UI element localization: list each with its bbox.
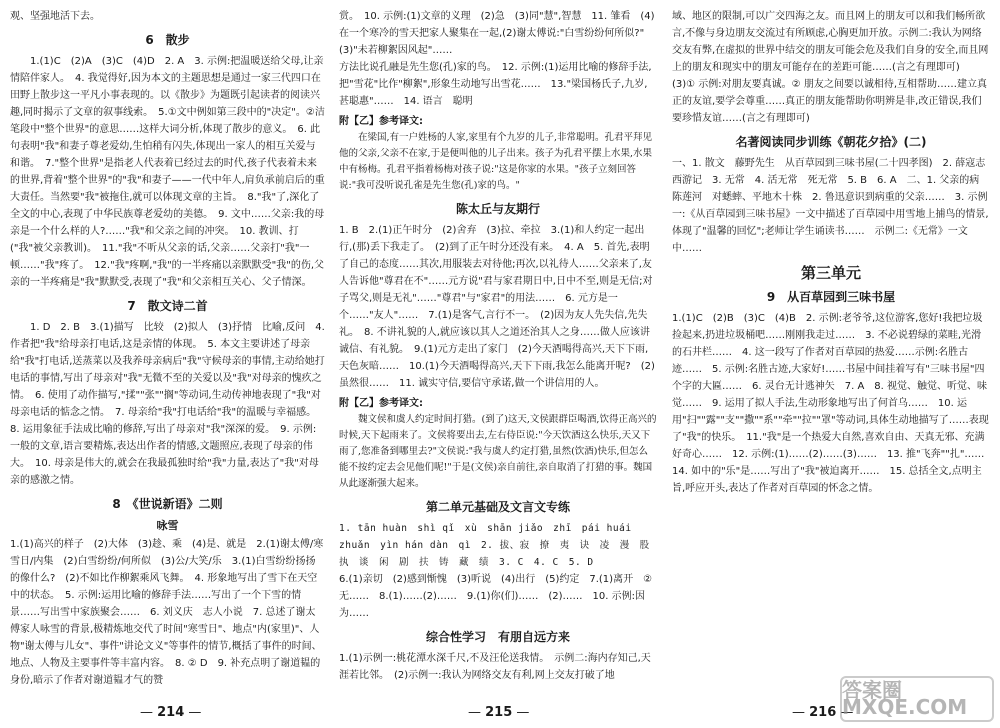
classic-reading-title: 名著阅读同步训练《朝花夕拾》(二) xyxy=(735,135,927,149)
section-8-title: 8 《世说新语》二则 xyxy=(112,497,223,511)
section-6-answers: 1.(1)C (2)A (3)C (4)D 2. A 3. 示例:把温暖送给父母,让亲情陪伴家人。 4. 我觉得好,因为本文的主题思想是通过一家三代四口在田野上散步这一平凡小事表现的。以《散步》为题既引起读者的阅读兴趣,同时揭示了文章的叙事线索。 5.①文中例如第三段中的"决定"。②洁笔段中"整个世界"的意思……这样大词分析,体现了散步的意义。 6. 此句表明"我"和妻子尊老爱幼,生怕稍有闪失,体现出一家人的相互关爱与和谐。 7."整个世界"是指老人代表着已经过去的时代,孩子代表着未来的世界,背着"整个世界"的"我"和妻子——一代中年人,肩负承前启后的重大责任。当然要"我"被拖住,就可以体现文章的主旨。 8."我"了,深化了全文的中心,表现了中华民族尊老爱幼的美德。 9. 文中……父亲:我的母亲是一个什么样的人?……"我"和父亲之间的冲突。 10. 教训、打("我"被父亲教训)。 11."我"不听从父亲的话,父亲……父亲打"我"一顿……"我"疼了。 12."我"疼啊,"我"的一半疼痛以亲默默受"我"的伤,父亲的一半疼痛是"我"默默受,表现了"我"和父亲相互关心、父子情深。 xyxy=(10,56,325,288)
watermark-logo: 答案圈 MXQE.COM xyxy=(840,676,994,722)
col2-answers-a: 方法比说孔融是先生您(孔)家的鸟。 12. 示例:(1)运用比喻的修辞手法,把"雪花"比作"柳絮",形象生动地写出雪花…… 13."梁国杨氏子,九岁,甚聪惠"…… 14. 语言 聪明 xyxy=(339,62,652,107)
unit-3-title: 第三单元 xyxy=(800,264,861,282)
page-number-right: — 216 — xyxy=(792,704,853,721)
section-9-title: 9 从百草园到三味书屋 xyxy=(766,290,896,304)
section-7-answers: 1. D 2. B 3.(1)描写 比较 (2)拟人 (3)抒情 比喻,反问 4. 作者把"我"给母亲打电话,这是亲情的体现。 5. 本文主要讲述了母亲给"我"打电话,送蒸菜以及我养母亲病后"我"守候母亲的事情,主动给她打电话的事情,写出了母亲对"我"无微不至的关爱以及"我"对母亲的愧疚之情。 6. 使用了动作描写,"揉""张""搁"等动词,生动传神地表现了"我"对母亲电话的惦念之情。 7. 母亲给"我"打电话给"我"的温暖与幸福感。 8. 运用象征手法成比喻的修辞,写出了母亲对"我"深深的爱。 9. 示例:一般的文章,语言要精炼,表达出作者的情感,文题照应,表现了母亲的伟大。 10. 母亲是伟大的,就会在我最孤独时给"我"力量,表达了"我"对母亲的感激之情。 xyxy=(10,322,325,486)
comprehensive-study-answers: 1.(1)示例一:桃花潭水深千尺,不及汪伦送我情。 示例二:海内存知己,天涯若比邻。 (2)示例一:我认为网络交友有利,网上交友打破了地 xyxy=(339,653,651,681)
section-6-title: 6 散步 xyxy=(145,33,190,47)
section-9-answers: 1.(1)C (2)B (3)C (4)B 2. 示例:老爷爷,这位游客,您好!我把垃圾捡起来,扔进垃圾桶吧……刚刚我走过…… 3. 不必说碧绿的菜畦,光滑的石井栏…… 4. 这一段写了作者对百草园的热爱……示例:名胜古迹…… 5. 示例:名胜古迹,大家好!……书屋中间挂着写有"三味书屋"四个字的大匾…… 6. 灵台无计逃神矢 7. A 8. 视觉、触觉、听觉、味觉…… 9. 运用了拟人手法,生动形象地写出了何首乌…… 10. 运用"扫""露""支""撒""系""牵""拉""罩"等动词,具体生动地描写了……表现了"我"的快乐。 11."我"是一个热爱大自然,喜欢自由、天真无邪、充满好奇心…… 12. 示例:(1)……(2)……(3)…… 13. 推"飞奔""扎"…… 14. 如中的"乐"是……写出了"我"被迫离开…… 15. 总括全文,点明主旨,呼应开头,表达了作者对百草园的怀念之情。 xyxy=(672,313,995,494)
unit-practice-answers: 6.(1)亲切 (2)感到惭愧 (3)听说 (4)出行 (5)约定 7.(1)离开 ②无…… 8.(1)……(2)…… 9.(1)你(们)…… (2)…… 10. 示例:因为…… xyxy=(339,574,653,619)
section-8-answers: 1.(1)高兴的样子 (2)大体 (3)趁、乘 (4)是、就是 2.(1)谢太傅/寒雪日/内集 (2)白雪纷纷/何所似 (3)公/大笑/乐 3.(1)白雪纷纷扬扬的像什么? (2)不如比作柳絮乘风飞舞。 4. 形象地写出了雪下在天空中的状态。 5. 示例:运用比喻的修辞手法……写出了一个下雪的情景……写出雪中家族聚会…… 6. 刘义庆 志人小说 7. 总述了谢太傅家人咏雪的背景,极精炼地交代了时间"寒雪日"、地点"内(家里)"、人物"谢太傅与儿女"、事件"讲论文义"等事件的情节,概括了事件的时间、地点、人物及主要事件等丰富内容。 8. ② D 9. 补充点明了谢道韫的身份,暗示了作者对谢道韫才气的赞 xyxy=(10,539,324,686)
reference-translation-label-2: 附【乙】参考译文: xyxy=(339,398,423,409)
comprehensive-study-title: 综合性学习 有朋自远方来 xyxy=(425,630,570,644)
unit-practice-title: 第二单元基础及文言文专练 xyxy=(425,500,570,514)
classic-reading-answers: 一、1. 散文 藤野先生 从百草园到三味书屋(二十四孝图) 2. 薛寇志 西游记 3. 无常 4. 活无常 死无常 5. B 6. A 二、1. 父亲的病 陈莲河 对蟋蟀、平地木十株 2. 鲁迅意识到病重的父亲…… 3. 示例一:《从百草园到三味书屋》一文中描述了百草园中用雪地上捕鸟的情景,体现了"温馨的回忆";老师让学生诵读书…… 示例二:《无常》一文中…… xyxy=(672,158,996,254)
page-number-left: — 214 — xyxy=(140,704,201,721)
reference-translation-2: 魏文侯和虞人约定时间打猎。(到了)这天,文侯跟群臣喝酒,饮得正高兴的时候,天下起雨来了。文侯将要出去,左右侍臣说:"今天饮酒这么快乐,天又下雨了,您准备到哪里去?"文侯说:"我与虞人约定打猎,虽然(饮酒)快乐,但怎么能不按约定去会见他们呢!"于是(文侯)亲自前往,亲自取消了打猎的事。魏国从此逐渐强大起来。 xyxy=(339,414,657,489)
col3-intro: 域、地区的限制,可以广交四海之友。而且网上的朋友可以和我们畅所欲言,不像与身边朋友交流过有所顾虑,心胸更加开放。示例二:我认为网络交友有弊,在虚拟的世界中结交的朋友可能会危及我们自身的安全,而且网上的朋友和现实中的朋友可能存在的差距可能……(言之有理即可) (3)① 示例:对朋友要真诚。② 朋友之间要以诚相待,互相帮助……建立真正的友谊,要学会尊重……真正的朋友能帮助你明辨是非,改正错误,我们要珍惜友谊……(言之有理即可) xyxy=(672,11,989,124)
section-8-subtitle: 咏雪 xyxy=(156,519,179,532)
pinyin-answers: 1. tān huàn shì qǐ xù shān jiǎo zhī pái huái zhuǎn yìn hán dàn qì 2. 拔、寂 撩 夷 诀 凌 漫 股 执 谈 闲 剧 扶 铸 藏 绩 3. C 4. C 5. D xyxy=(339,523,660,568)
section-chen-answers: 1. B 2.(1)正午时分 (2)舍弃 (3)拉、牵拉 3.(1)和人约定一起出行,(那)丢下我走了。 (2)到了正午时分还没有来。 4. A 5. 首先,表明了自己的态度……其次,用服装去对待他;再次,以礼待人……父亲来了,友人告诉他"尊君在不"……元方说"君与家君期日中,日中不至,则是无信;对子骂父,则是无礼"……"尊君"与"家君"的用法…… 6. 元方是一个……"友人"…… 7.(1)是客气,言行不一。 (2)因为友人先失信,先失礼。 8. 不讲礼貌的人,就应该以其人之道还治其人之身……做人应该讲诚信、有礼貌。 9.(1)元方走出了家门 (2)今天酒喝得高兴,天下下雨,天色灰暗…… 10.(1)今天酒喝得高兴,天下下雨,我怎么能离开呢? (2)虽然很…… 11. 诚实守信,要信守承诺,做一个讲信用的人。 xyxy=(339,225,655,389)
page-number-middle: — 215 — xyxy=(468,704,529,721)
section-chen-title: 陈太丘与友期行 xyxy=(455,202,540,216)
column-left xyxy=(10,8,325,698)
column-right xyxy=(672,8,996,698)
section-7-title: 7 散文诗二首 xyxy=(127,299,208,313)
reference-translation-1: 在梁国,有一户姓杨的人家,家里有个九岁的儿子,非常聪明。孔君平拜见他的父亲,父亲不在家,于是便叫他的儿子出来。孩子为孔君平摆上水果,水果中有杨梅。孔君平指着杨梅对孩子说:"这是你家的水果。"孩子立刻回答说:"我可没听说孔雀是先生您(孔)家的鸟。" xyxy=(339,132,653,191)
reference-translation-label-1: 附【乙】参考译文: xyxy=(339,116,423,127)
column-middle xyxy=(339,8,660,698)
col2-intro: 赏。 10. 示例:(1)文章的义理 (2)急 (3)同"慧",智慧 11. 雏看 (4)在一个寒冷的雪天把家人聚集在一起,(2)谢太傅说:"白雪纷纷何所似?" (3)"未若柳絮因风起"…… xyxy=(339,11,655,56)
col1-intro: 观、坚强地活下去。 xyxy=(10,11,100,22)
